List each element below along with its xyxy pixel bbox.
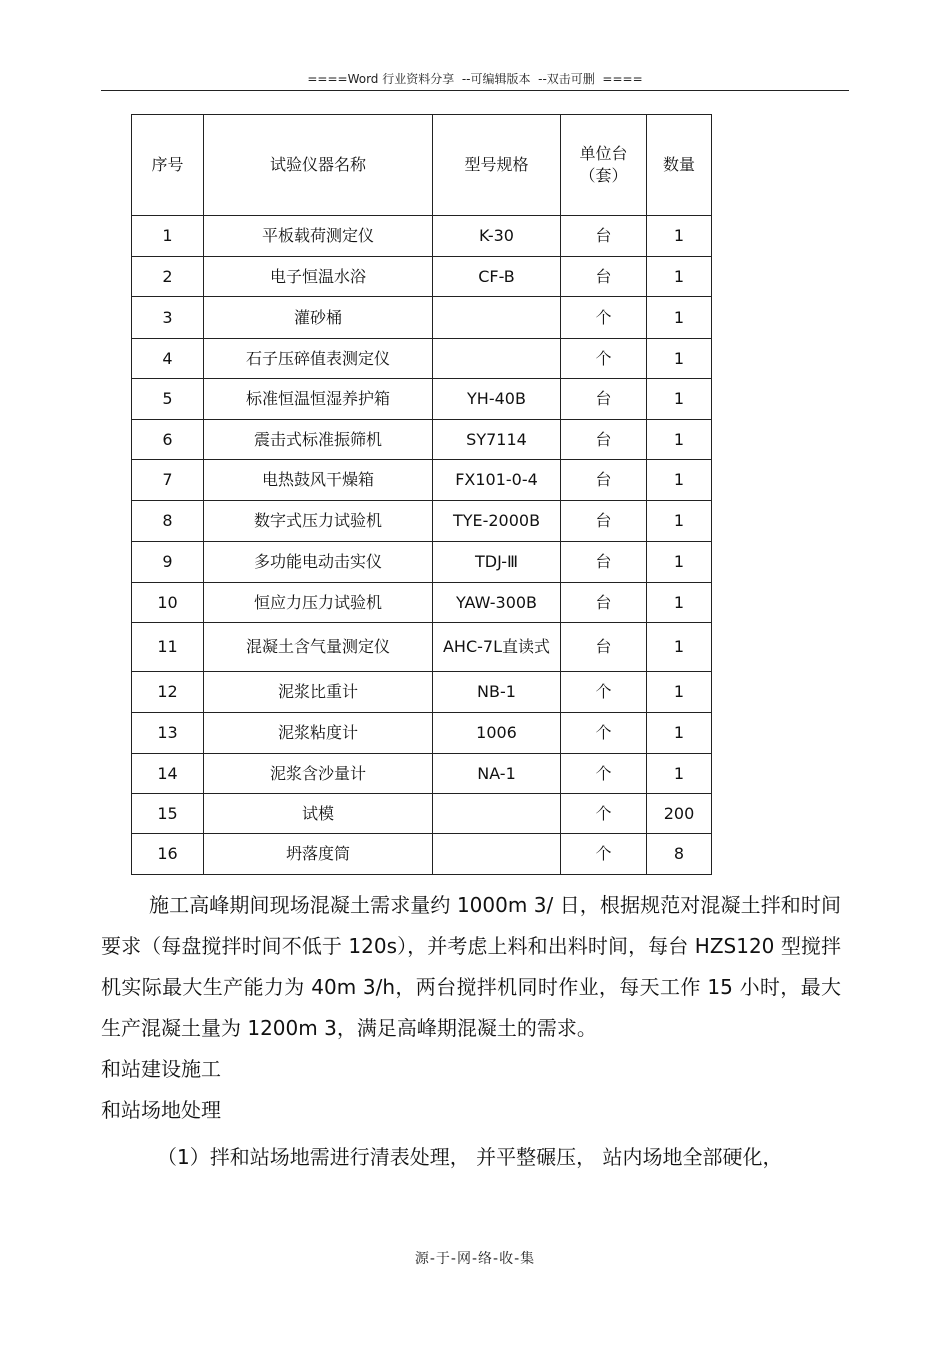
- cell-unit: 个: [561, 713, 647, 754]
- cell-index: 10: [132, 583, 204, 623]
- table-row: [132, 794, 712, 834]
- cell-unit: 台: [561, 420, 647, 460]
- cell-unit: 台: [561, 460, 647, 501]
- table-row: [132, 672, 712, 713]
- header-rule: [101, 90, 849, 91]
- cell-model: TDJ-Ⅲ: [433, 542, 561, 583]
- cell-model: AHC-7L直读式: [433, 623, 561, 672]
- cell-unit: 个: [561, 297, 647, 339]
- cell-index: 9: [132, 542, 204, 583]
- cell-index: 12: [132, 672, 204, 713]
- cell-model: FX101-0-4: [433, 460, 561, 501]
- cell-model: SY7114: [433, 420, 561, 460]
- cell-quantity: 1: [647, 339, 712, 379]
- cell-model: NA-1: [433, 754, 561, 794]
- table-row: [132, 257, 712, 297]
- col-header-unit: 单位台（套）: [561, 115, 647, 216]
- cell-unit: 个: [561, 339, 647, 379]
- cell-quantity: 1: [647, 297, 712, 339]
- table-row: [132, 713, 712, 754]
- cell-instrument: 数字式压力试验机: [204, 501, 433, 542]
- cell-instrument: 恒应力压力试验机: [204, 583, 433, 623]
- table-row: [132, 420, 712, 460]
- cell-index: 2: [132, 257, 204, 297]
- cell-instrument: 石子压碎值表测定仪: [204, 339, 433, 379]
- cell-unit: 台: [561, 501, 647, 542]
- heading-station-construction: 和站建设施工: [101, 1057, 221, 1081]
- page-footer: 源-于-网-络-收-集: [414, 1251, 536, 1267]
- cell-instrument: 泥浆含沙量计: [204, 754, 433, 794]
- cell-instrument: 坍落度筒: [204, 834, 433, 875]
- table-row: [132, 583, 712, 623]
- col-header-instrument: 试验仪器名称: [204, 115, 433, 216]
- cell-instrument: 电热鼓风干燥箱: [204, 460, 433, 501]
- cell-model: [433, 834, 561, 875]
- col-header-index: 序号: [132, 115, 204, 216]
- cell-quantity: 1: [647, 672, 712, 713]
- cell-unit: 台: [561, 583, 647, 623]
- cell-quantity: 1: [647, 623, 712, 672]
- table-row: [132, 542, 712, 583]
- cell-instrument: 试模: [204, 794, 433, 834]
- cell-instrument: 灌砂桶: [204, 297, 433, 339]
- cell-quantity: 1: [647, 420, 712, 460]
- cell-unit: 个: [561, 794, 647, 834]
- cell-instrument: 泥浆粘度计: [204, 713, 433, 754]
- cell-instrument: 混凝土含气量测定仪: [204, 623, 433, 672]
- cell-instrument: 多功能电动击实仪: [204, 542, 433, 583]
- cell-quantity: 1: [647, 379, 712, 420]
- paragraph-site-clearing: （1）拌和站场地需进行清表处理， 并平整碾压， 站内场地全部硬化，: [157, 1145, 783, 1169]
- cell-model: K-30: [433, 216, 561, 257]
- cell-unit: 台: [561, 257, 647, 297]
- cell-quantity: 1: [647, 713, 712, 754]
- cell-index: 4: [132, 339, 204, 379]
- table-row: [132, 501, 712, 542]
- table-row: [132, 216, 712, 257]
- cell-unit: 个: [561, 834, 647, 875]
- cell-index: 6: [132, 420, 204, 460]
- cell-model: 1006: [433, 713, 561, 754]
- body-text: [101, 885, 841, 1178]
- table-row: [132, 460, 712, 501]
- cell-index: 11: [132, 623, 204, 672]
- cell-index: 5: [132, 379, 204, 420]
- cell-model: [433, 297, 561, 339]
- cell-quantity: 1: [647, 583, 712, 623]
- table-row: [132, 623, 712, 672]
- cell-quantity: 200: [647, 794, 712, 834]
- cell-index: 16: [132, 834, 204, 875]
- cell-model: YAW-300B: [433, 583, 561, 623]
- cell-index: 7: [132, 460, 204, 501]
- cell-index: 13: [132, 713, 204, 754]
- cell-model: NB-1: [433, 672, 561, 713]
- cell-model: [433, 339, 561, 379]
- table-row: [132, 297, 712, 339]
- cell-unit: 台: [561, 542, 647, 583]
- heading-site-treatment: 和站场地处理: [101, 1098, 221, 1122]
- cell-model: YH-40B: [433, 379, 561, 420]
- cell-quantity: 1: [647, 754, 712, 794]
- cell-instrument: 震击式标准振筛机: [204, 420, 433, 460]
- cell-unit: 台: [561, 379, 647, 420]
- cell-quantity: 1: [647, 216, 712, 257]
- cell-instrument: 电子恒温水浴: [204, 257, 433, 297]
- cell-model: TYE-2000B: [433, 501, 561, 542]
- cell-instrument: 平板载荷测定仪: [204, 216, 433, 257]
- cell-index: 8: [132, 501, 204, 542]
- cell-unit: 台: [561, 623, 647, 672]
- cell-unit: 台: [561, 216, 647, 257]
- cell-quantity: 1: [647, 542, 712, 583]
- cell-quantity: 1: [647, 460, 712, 501]
- cell-index: 14: [132, 754, 204, 794]
- col-header-quantity: 数量: [647, 115, 712, 216]
- cell-quantity: 8: [647, 834, 712, 875]
- table-row: [132, 834, 712, 875]
- table-row: [132, 339, 712, 379]
- cell-model: [433, 794, 561, 834]
- table-row: [132, 754, 712, 794]
- cell-instrument: 泥浆比重计: [204, 672, 433, 713]
- table-header-row: [132, 115, 712, 216]
- table-row: [132, 379, 712, 420]
- cell-model: CF-B: [433, 257, 561, 297]
- cell-unit: 个: [561, 672, 647, 713]
- cell-index: 1: [132, 216, 204, 257]
- cell-index: 3: [132, 297, 204, 339]
- cell-quantity: 1: [647, 501, 712, 542]
- col-header-model: 型号规格: [433, 115, 561, 216]
- page-header: ====Word 行业资料分享 --可编辑版本 --双击可删 ====: [307, 72, 643, 86]
- paragraph-capacity: 施工高峰期间现场混凝土需求量约 1000m 3/ 日，根据规范对混凝土拌和时间要求（每盘搅拌时间不低于 120s），并考虑上料和出料时间，每台 HZS120 型搅拌机实际最大生产能力为 40m 3/h，两台搅拌机同时作业，每天工作 15 小时，最大生产混凝土量为 1200m 3，满足高峰期混凝土的需求。: [101, 893, 841, 1040]
- table-body: [132, 216, 712, 875]
- cell-index: 15: [132, 794, 204, 834]
- cell-unit: 个: [561, 754, 647, 794]
- equipment-table: [131, 114, 712, 875]
- cell-quantity: 1: [647, 257, 712, 297]
- cell-instrument: 标准恒温恒湿养护箱: [204, 379, 433, 420]
